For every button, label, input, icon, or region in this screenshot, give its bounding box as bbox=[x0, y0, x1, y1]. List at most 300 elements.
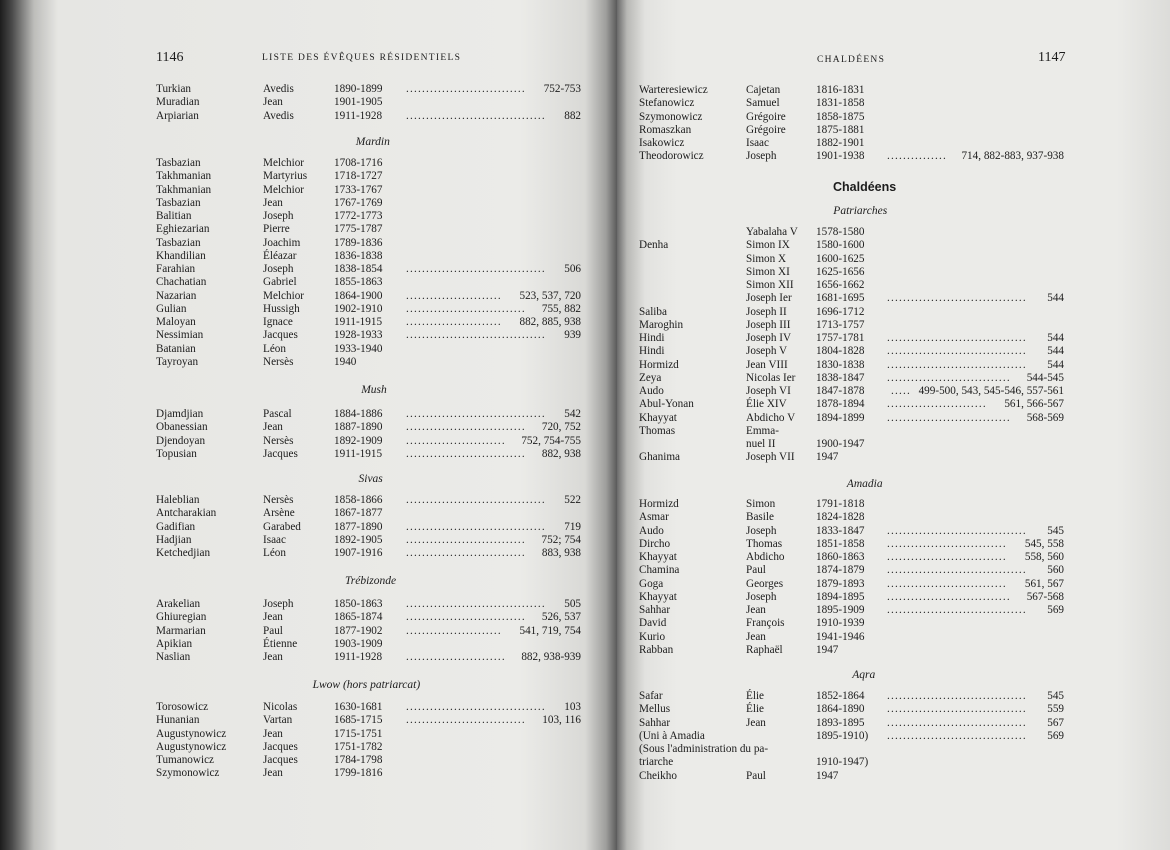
leader-dots: .............................. bbox=[406, 714, 526, 727]
years-cell: 1910-1947) bbox=[816, 756, 869, 769]
leader-dots: ................................... bbox=[887, 604, 1027, 616]
years-cell: 1879-1893 bbox=[816, 577, 865, 590]
years-cell: 1887-1890 bbox=[334, 421, 383, 434]
leader-dots: ......................... bbox=[887, 398, 987, 411]
years-cell: 1600-1625 bbox=[816, 252, 865, 265]
table-row bbox=[617, 306, 1170, 319]
years-cell: 1892-1909 bbox=[334, 434, 383, 447]
table-row bbox=[617, 111, 1170, 124]
surname-cell: Haleblian bbox=[156, 494, 200, 506]
given-name-cell: François bbox=[746, 617, 785, 630]
years-cell: 1884-1886 bbox=[334, 408, 383, 420]
table-row bbox=[0, 507, 617, 520]
table-row bbox=[617, 398, 1170, 411]
section-heading: Mush bbox=[361, 384, 387, 396]
table-row bbox=[617, 97, 1170, 110]
given-name-cell: Nersès bbox=[263, 355, 294, 368]
table-row bbox=[617, 730, 1170, 743]
surname-cell: Ghanima bbox=[639, 451, 681, 464]
table-row bbox=[617, 279, 1170, 292]
section-heading: Mardin bbox=[355, 136, 390, 148]
table-row bbox=[617, 253, 1170, 266]
table-row bbox=[617, 332, 1170, 345]
surname-cell: Torosowicz bbox=[156, 701, 209, 713]
table-row bbox=[0, 96, 617, 109]
years-cell: 1833-1847 bbox=[816, 524, 865, 537]
table-row bbox=[0, 223, 617, 236]
surname-cell: Khandilian bbox=[156, 249, 206, 262]
given-name-cell: Joseph VI bbox=[746, 385, 791, 397]
years-cell: 1791-1818 bbox=[816, 498, 865, 510]
page-ref-cell: 545 bbox=[1047, 524, 1064, 537]
years-cell: 1789-1836 bbox=[334, 236, 383, 249]
section-heading: Lwow (hors patriarcat) bbox=[312, 679, 421, 691]
years-cell: 1715-1751 bbox=[334, 727, 383, 740]
years-cell: 1892-1905 bbox=[334, 533, 383, 546]
years-cell: 1894-1899 bbox=[816, 411, 865, 424]
years-cell: 1947 bbox=[816, 451, 839, 464]
surname-cell: Muradian bbox=[156, 96, 200, 109]
given-name-cell: Jean bbox=[263, 421, 283, 434]
years-cell: 1941-1946 bbox=[816, 630, 865, 643]
years-cell: 1947 bbox=[816, 643, 839, 656]
given-name-cell: Joseph bbox=[263, 210, 294, 222]
table-row bbox=[0, 343, 617, 356]
leader-dots: ............................... bbox=[887, 590, 1011, 603]
leader-dots: ................................... bbox=[887, 729, 1027, 742]
page-ref-cell: 545 bbox=[1047, 690, 1064, 702]
given-name-cell: Jean bbox=[263, 611, 283, 624]
table-row bbox=[0, 638, 617, 651]
years-cell: 1775-1787 bbox=[334, 223, 383, 236]
table-row bbox=[0, 421, 617, 434]
surname-cell: Denha bbox=[639, 239, 669, 252]
given-name-cell: Abdicho V bbox=[746, 411, 796, 424]
table-row bbox=[617, 617, 1170, 630]
surname-cell: Maloyan bbox=[156, 316, 196, 328]
given-name-cell: Élie bbox=[746, 703, 765, 716]
leader-dots: ................................... bbox=[406, 494, 546, 506]
years-cell: 1851-1858 bbox=[816, 537, 865, 550]
years-cell: 1901-1938 bbox=[816, 150, 865, 163]
table-row bbox=[0, 701, 617, 714]
years-cell: 1708-1716 bbox=[334, 157, 383, 169]
leader-dots: .............................. bbox=[887, 577, 1007, 590]
table-row bbox=[617, 345, 1170, 358]
years-cell: 1940 bbox=[334, 355, 357, 368]
surname-cell: Mellus bbox=[639, 703, 671, 716]
years-cell: 1895-1910) bbox=[816, 729, 869, 742]
leader-dots: ..... bbox=[891, 385, 911, 397]
years-cell: 1893-1895 bbox=[816, 716, 865, 729]
table-row bbox=[0, 303, 617, 316]
given-name-cell: Georges bbox=[746, 577, 784, 590]
surname-cell: Ghiuregian bbox=[156, 611, 207, 624]
given-name-cell: Nicolas bbox=[263, 701, 298, 713]
given-name-cell: Élie XIV bbox=[746, 398, 787, 411]
page-ref-cell: 544 bbox=[1047, 332, 1064, 344]
given-name-cell: Jacques bbox=[263, 329, 298, 342]
years-cell: 1757-1781 bbox=[816, 332, 865, 344]
years-cell: 1850-1863 bbox=[334, 598, 383, 610]
table-row bbox=[617, 84, 1170, 97]
table-row bbox=[617, 578, 1170, 591]
given-name-cell: Jacques bbox=[263, 447, 298, 460]
given-name-cell: Yabalaha V bbox=[746, 226, 798, 238]
page-ref-cell: 714, 882-883, 937-938 bbox=[961, 150, 1064, 163]
surname-cell: Batanian bbox=[156, 342, 196, 355]
table-row bbox=[0, 276, 617, 289]
surname-cell: Safar bbox=[639, 690, 663, 702]
years-cell: 1816-1831 bbox=[816, 84, 865, 96]
table-row bbox=[0, 494, 617, 507]
table-row bbox=[0, 237, 617, 250]
years-cell: 1852-1864 bbox=[816, 690, 865, 702]
page-ref-cell: 882 bbox=[564, 109, 581, 122]
surname-cell: Takhmanian bbox=[156, 183, 212, 196]
years-cell: 1947 bbox=[816, 769, 839, 782]
page-ref-cell: 752; 754 bbox=[541, 533, 581, 546]
page-ref-cell: 882, 885, 938 bbox=[519, 316, 581, 328]
leader-dots: .............................. bbox=[406, 611, 526, 624]
given-name-cell: Vartan bbox=[263, 714, 293, 727]
table-row bbox=[0, 157, 617, 170]
years-cell: 1903-1909 bbox=[334, 637, 383, 650]
years-cell: 1630-1681 bbox=[334, 701, 383, 713]
surname-cell: Obanessian bbox=[156, 421, 208, 434]
years-cell: 1910-1939 bbox=[816, 617, 865, 630]
years-cell: 1858-1875 bbox=[816, 110, 865, 123]
page-ref-cell: 719 bbox=[564, 520, 581, 533]
table-row bbox=[0, 110, 617, 123]
given-name-cell: Jean bbox=[746, 604, 766, 616]
page-ref-cell: 542 bbox=[564, 408, 581, 420]
leader-dots: ................................... bbox=[887, 564, 1027, 577]
given-name-cell: Joachim bbox=[263, 236, 301, 249]
given-name-cell: Paul bbox=[746, 769, 766, 782]
given-name-cell: Jean bbox=[263, 651, 283, 663]
page-ref-cell: 939 bbox=[564, 329, 581, 342]
table-row bbox=[617, 770, 1170, 783]
page-ref-cell: 752-753 bbox=[543, 83, 581, 95]
years-cell: 1895-1909 bbox=[816, 604, 865, 616]
years-cell: 1901-1905 bbox=[334, 96, 383, 109]
leader-dots: ................................... bbox=[887, 524, 1027, 537]
surname-cell: Naslian bbox=[156, 651, 191, 663]
table-row bbox=[617, 438, 1170, 451]
leader-dots: .............................. bbox=[406, 533, 526, 546]
surname-cell: Takhmanian bbox=[156, 170, 212, 183]
surname-cell: Sahhar bbox=[639, 716, 671, 729]
given-name-cell: Simon IX bbox=[746, 239, 790, 252]
table-row bbox=[617, 292, 1170, 305]
page-ref-cell: 544-545 bbox=[1026, 371, 1064, 384]
given-name-cell: Gabriel bbox=[263, 276, 297, 289]
given-name-cell: Nersès bbox=[263, 494, 294, 506]
given-name-cell: Emma- bbox=[746, 424, 779, 437]
years-cell: 1911-1915 bbox=[334, 447, 383, 460]
leader-dots: .............................. bbox=[887, 551, 1007, 563]
surname-cell: Khayyat bbox=[639, 551, 677, 563]
given-name-cell: Paul bbox=[746, 564, 766, 577]
given-name-cell: Joseph bbox=[263, 598, 294, 610]
surname-cell: Gulian bbox=[156, 302, 187, 315]
given-name-cell: Joseph VII bbox=[746, 451, 795, 464]
surname-cell: Hindi bbox=[639, 332, 665, 344]
given-name-cell: Martyrius bbox=[263, 170, 308, 183]
years-cell: 1838-1854 bbox=[334, 263, 383, 275]
surname-cell: Audo bbox=[639, 524, 664, 537]
given-name-cell: Joseph II bbox=[746, 305, 787, 318]
section-heading: Patriarches bbox=[833, 205, 888, 217]
page-ref-cell: 882, 938 bbox=[541, 447, 581, 460]
page-ref-cell: 882, 938-939 bbox=[521, 651, 581, 663]
table-row bbox=[617, 137, 1170, 150]
table-row bbox=[617, 385, 1170, 398]
page-ref-cell: 569 bbox=[1047, 729, 1064, 742]
years-cell: 1867-1877 bbox=[334, 507, 383, 520]
given-name-cell: Jean bbox=[263, 196, 283, 209]
table-row bbox=[617, 150, 1170, 163]
years-cell: 1864-1890 bbox=[816, 703, 865, 716]
page-ref-cell: 561, 566-567 bbox=[1004, 398, 1064, 411]
leader-dots: ................................... bbox=[887, 690, 1027, 702]
given-name-cell: Isaac bbox=[746, 137, 769, 149]
table-row bbox=[617, 319, 1170, 332]
table-row bbox=[0, 754, 617, 767]
leader-dots: .............................. bbox=[887, 537, 1007, 550]
years-cell: 1696-1712 bbox=[816, 305, 865, 318]
given-name-cell: Cajetan bbox=[746, 84, 781, 96]
years-cell: 1751-1782 bbox=[334, 740, 383, 753]
surname-cell: Saliba bbox=[639, 305, 667, 318]
page-ref-cell: 523, 537, 720 bbox=[519, 289, 581, 302]
surname-cell: Khayyat bbox=[639, 590, 677, 603]
page-ref-cell: 499-500, 543, 545-546, 557-561 bbox=[918, 385, 1064, 397]
table-row bbox=[617, 359, 1170, 372]
years-cell: 1878-1894 bbox=[816, 398, 865, 411]
given-name-cell: Avedis bbox=[263, 83, 294, 95]
leader-dots: ............................... bbox=[887, 371, 1011, 384]
surname-cell: Cheikho bbox=[639, 769, 677, 782]
page-ref-cell: 522 bbox=[564, 494, 581, 506]
page-ref-cell: 752, 754-755 bbox=[521, 434, 581, 447]
surname-cell: Tasbazian bbox=[156, 196, 201, 209]
years-cell: 1625-1656 bbox=[816, 265, 865, 278]
table-row bbox=[617, 239, 1170, 252]
leader-dots: ................................... bbox=[406, 598, 546, 610]
given-name-cell: Paul bbox=[263, 624, 283, 637]
given-name-cell: Pierre bbox=[263, 223, 290, 236]
leader-dots: ................................... bbox=[887, 358, 1027, 371]
table-row bbox=[0, 448, 617, 461]
surname-cell: (Uni à Amadia bbox=[639, 729, 705, 742]
given-name-cell: Simon X bbox=[746, 252, 787, 265]
given-name-cell: Simon XII bbox=[746, 279, 794, 291]
table-row bbox=[617, 631, 1170, 644]
years-cell: 1713-1757 bbox=[816, 318, 865, 331]
surname-cell: Augustynowicz bbox=[156, 727, 227, 740]
surname-cell: Apikian bbox=[156, 637, 193, 650]
surname-cell: Chachatian bbox=[156, 276, 207, 289]
table-row bbox=[0, 714, 617, 727]
page-ref-cell: 544 bbox=[1047, 358, 1064, 371]
given-name-cell: Samuel bbox=[746, 97, 780, 110]
leader-dots: ................................... bbox=[887, 292, 1027, 305]
given-name-cell: Jean bbox=[263, 96, 283, 109]
given-name-cell: Joseph bbox=[263, 263, 294, 275]
table-row bbox=[0, 329, 617, 342]
leader-dots: .............................. bbox=[406, 421, 526, 434]
years-cell: 1838-1847 bbox=[816, 371, 865, 384]
table-row bbox=[0, 534, 617, 547]
given-name-cell: Melchior bbox=[263, 157, 305, 169]
surname-cell: Tayroyan bbox=[156, 355, 199, 368]
years-cell: 1890-1899 bbox=[334, 83, 383, 95]
surname-cell: Arpiarian bbox=[156, 109, 199, 122]
table-row bbox=[0, 184, 617, 197]
page-ref-cell: 545, 558 bbox=[1024, 537, 1064, 550]
leader-dots: ................................... bbox=[406, 408, 546, 420]
table-row bbox=[617, 743, 1170, 756]
given-name-cell: Jean bbox=[746, 716, 766, 729]
given-name-cell: Jean bbox=[263, 767, 283, 780]
years-cell: 1799-1816 bbox=[334, 767, 383, 780]
table-row bbox=[617, 372, 1170, 385]
table-row bbox=[617, 226, 1170, 239]
table-row bbox=[0, 290, 617, 303]
years-cell: 1804-1828 bbox=[816, 345, 865, 358]
years-cell: 1685-1715 bbox=[334, 714, 383, 727]
table-row bbox=[0, 210, 617, 223]
given-name-cell: Joseph bbox=[746, 590, 777, 603]
given-name-cell: Thomas bbox=[746, 537, 783, 550]
surname-cell: Zeya bbox=[639, 371, 662, 384]
page-ref-cell: 526, 537 bbox=[541, 611, 581, 624]
page-ref-cell: 544 bbox=[1047, 345, 1064, 358]
years-cell: 1830-1838 bbox=[816, 358, 865, 371]
years-cell: 1865-1874 bbox=[334, 611, 383, 624]
leader-dots: ................................... bbox=[406, 520, 546, 533]
surname-cell: Djamdjian bbox=[156, 408, 204, 420]
years-cell: 1902-1910 bbox=[334, 302, 383, 315]
table-row bbox=[617, 604, 1170, 617]
leader-dots: ................................... bbox=[887, 332, 1027, 344]
leader-dots: ............... bbox=[887, 150, 947, 163]
leader-dots: .............................. bbox=[406, 447, 526, 460]
leader-dots: ................................... bbox=[406, 701, 546, 713]
table-row bbox=[617, 756, 1170, 769]
table-row bbox=[617, 690, 1170, 703]
surname-cell: Theodorowicz bbox=[639, 150, 704, 163]
table-row bbox=[0, 408, 617, 421]
given-name-cell: Isaac bbox=[263, 533, 286, 546]
table-row bbox=[617, 703, 1170, 716]
years-cell: 1772-1773 bbox=[334, 210, 383, 222]
surname-cell: Romaszkan bbox=[639, 123, 692, 136]
surname-cell: Augustynowicz bbox=[156, 740, 227, 753]
leader-dots: ............................... bbox=[887, 411, 1011, 424]
page-ref-cell: 541, 719, 754 bbox=[519, 624, 581, 637]
years-cell: 1877-1890 bbox=[334, 520, 383, 533]
leader-dots: .............................. bbox=[406, 547, 526, 559]
given-name-cell: Garabed bbox=[263, 520, 301, 533]
table-row bbox=[617, 551, 1170, 564]
surname-cell: Hormizd bbox=[639, 498, 679, 510]
surname-cell: Abul-Yonan bbox=[639, 398, 694, 411]
surname-cell: Asmar bbox=[639, 511, 669, 524]
given-name-cell: Étienne bbox=[263, 637, 298, 650]
table-row bbox=[617, 511, 1170, 524]
surname-cell: Maroghin bbox=[639, 318, 684, 331]
page-ref-cell: 558, 560 bbox=[1024, 551, 1064, 563]
years-cell: 1864-1900 bbox=[334, 289, 383, 302]
years-cell: 1877-1902 bbox=[334, 624, 383, 637]
table-row bbox=[617, 564, 1170, 577]
years-cell: 1718-1727 bbox=[334, 170, 383, 183]
table-row bbox=[617, 498, 1170, 511]
given-name-cell: Avedis bbox=[263, 109, 294, 122]
given-name-cell: Élie bbox=[746, 690, 765, 702]
surname-cell: Ketchedjian bbox=[156, 547, 211, 559]
given-name-cell: Joseph Ier bbox=[746, 292, 792, 305]
given-name-cell: Grégoire bbox=[746, 110, 786, 123]
given-name-cell: Nersès bbox=[263, 434, 294, 447]
table-row bbox=[617, 451, 1170, 464]
leader-dots: ................................... bbox=[406, 329, 546, 342]
surname-cell: Gadifian bbox=[156, 520, 196, 533]
surname-cell: Stefanowicz bbox=[639, 97, 695, 110]
surname-cell: Szymonowicz bbox=[156, 767, 220, 780]
surname-cell: Marmarian bbox=[156, 624, 206, 637]
years-cell: 1733-1767 bbox=[334, 183, 383, 196]
given-name-cell: Nicolas Ier bbox=[746, 371, 796, 384]
years-cell: 1580-1600 bbox=[816, 239, 865, 252]
table-row bbox=[0, 197, 617, 210]
years-cell: 1824-1828 bbox=[816, 511, 865, 524]
table-row bbox=[617, 538, 1170, 551]
leader-dots: ................................... bbox=[887, 716, 1027, 729]
given-name-cell: Pascal bbox=[263, 408, 292, 420]
leader-dots: ................................... bbox=[887, 345, 1027, 358]
given-name-cell: Léon bbox=[263, 547, 286, 559]
given-name-cell: nuel II bbox=[746, 438, 776, 450]
surname-cell: Chamina bbox=[639, 564, 680, 577]
running-title: CHALDÉENS bbox=[817, 55, 886, 65]
leader-dots: ................................... bbox=[887, 703, 1027, 716]
surname-cell: Dircho bbox=[639, 537, 671, 550]
given-name-cell: Ignace bbox=[263, 316, 293, 328]
section-heading: Amadia bbox=[846, 478, 883, 490]
table-row bbox=[617, 412, 1170, 425]
years-cell: 1875-1881 bbox=[816, 123, 865, 136]
running-title: LISTE DES ÉVÊQUES RÉSIDENTIELS bbox=[262, 53, 462, 63]
given-name-cell: Simon bbox=[746, 498, 776, 510]
years-cell: 1767-1769 bbox=[334, 196, 383, 209]
page-ref-cell: 559 bbox=[1047, 703, 1064, 716]
years-cell: 1836-1838 bbox=[334, 249, 383, 262]
page-ref-cell: 103, 116 bbox=[542, 714, 581, 727]
page-ref-cell: 569 bbox=[1047, 604, 1064, 616]
page-ref-cell: 560 bbox=[1047, 564, 1064, 577]
years-cell: 1882-1901 bbox=[816, 137, 865, 149]
given-name-cell: Hussigh bbox=[263, 302, 300, 315]
surname-cell: Kurio bbox=[639, 630, 666, 643]
surname-cell: Goga bbox=[639, 577, 664, 590]
section-heading: Trébizonde bbox=[345, 575, 397, 587]
page-ref-cell: 720, 752 bbox=[541, 421, 581, 434]
page-ref-cell: 883, 938 bbox=[541, 547, 581, 559]
